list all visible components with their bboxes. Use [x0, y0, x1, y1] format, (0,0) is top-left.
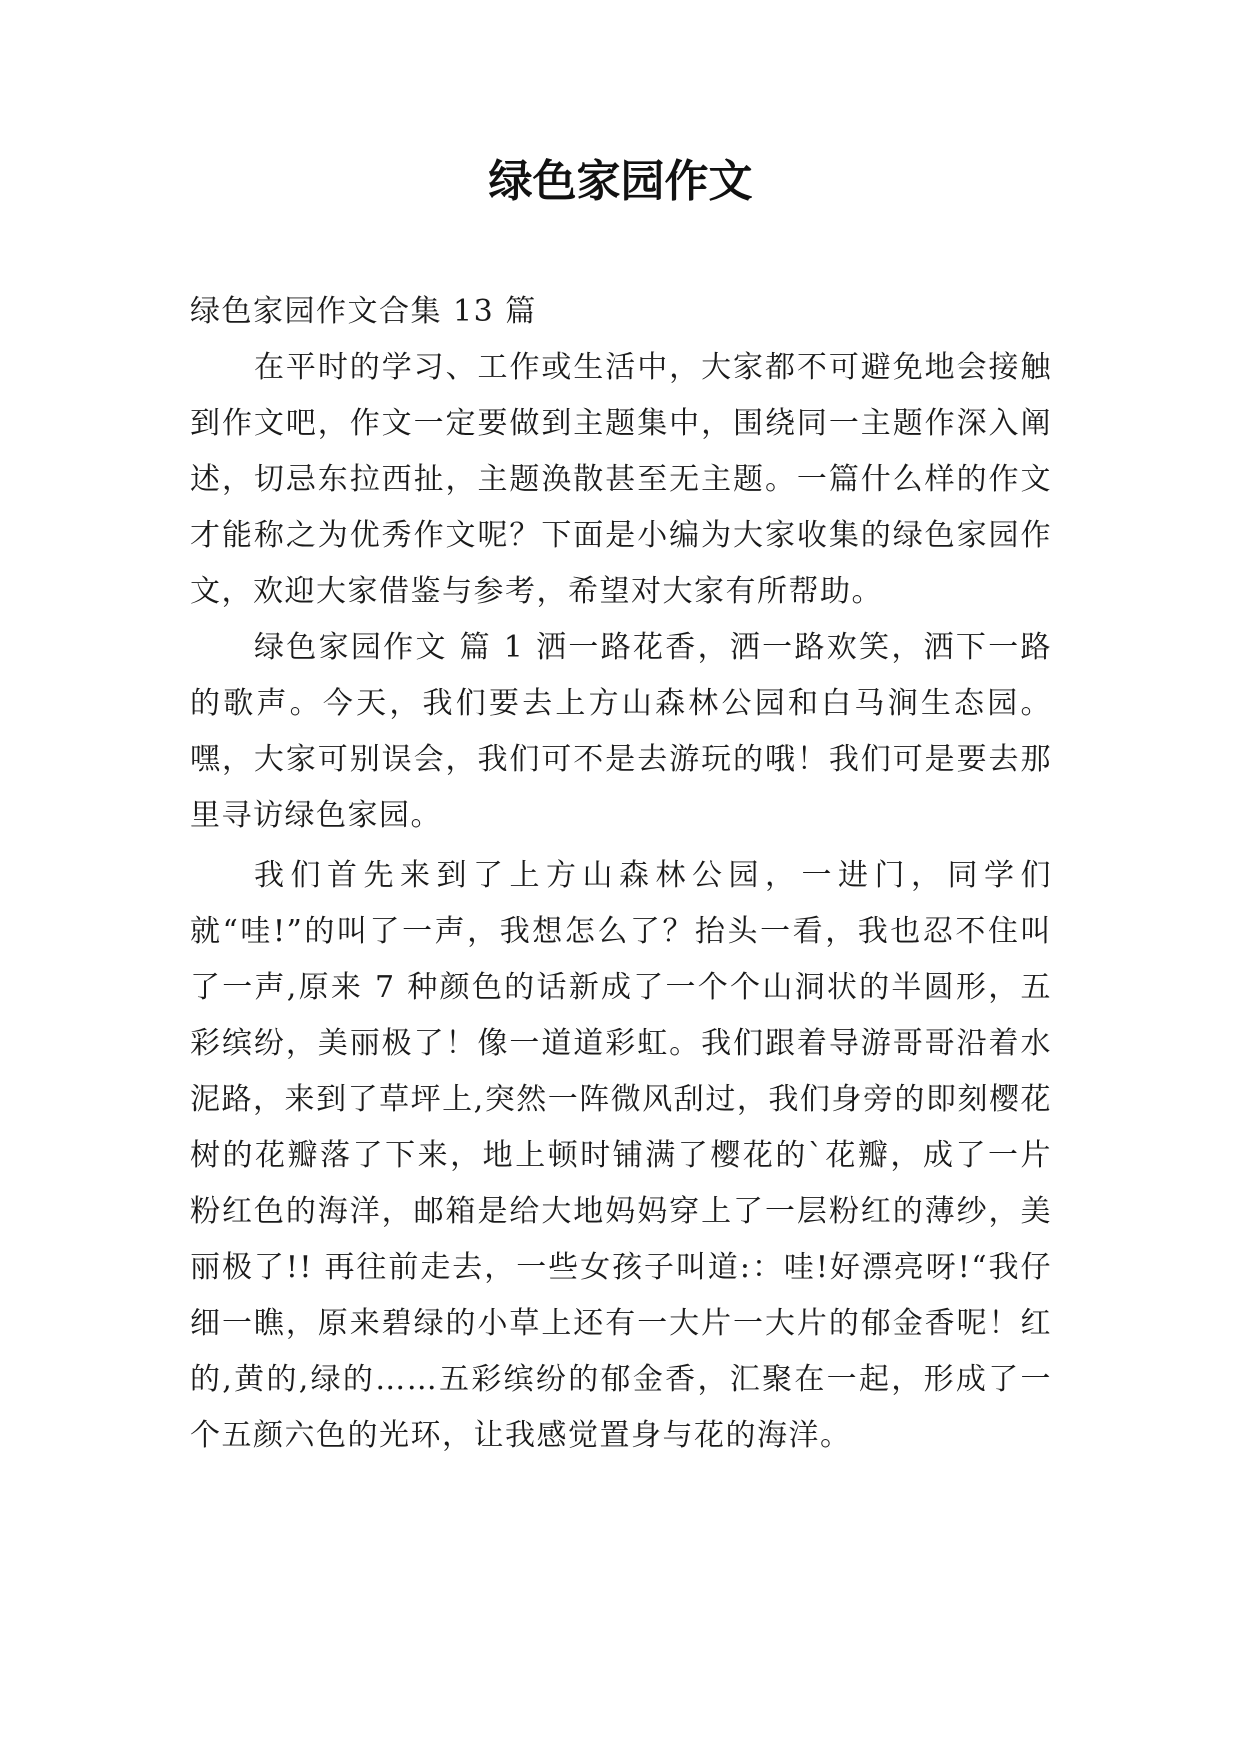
- essay-1-paragraph-1: 绿色家园作文 篇 1 洒一路花香，洒一路欢笑，洒下一路的歌声。今天，我们要去上方山森林公园和白马涧生态园。嘿，大家可别误会，我们可不是去游玩的哦！我们可是要去那里寻访绿色家园。: [190, 630, 1052, 833]
- document-title: 绿色家园作文: [488, 156, 753, 207]
- essay-1-paragraph-2: 我们首先来到了上方山森林公园，一进门，同学们就“哇!”的叫了一声，我想怎么了？抬头一看，我也忍不住叫了一声,原来 7 种颜色的话新成了一个个山洞状的半圆形，五彩缤纷，美丽极了！像一道道彩虹。我们跟着导游哥哥沿着水泥路，来到了草坪上,突然一阵微风刮过，我们身旁的即刻樱花树的花瓣落了下来，地上顿时铺满了樱花的`花瓣，成了一片粉红色的海洋，邮箱是给大地妈妈穿上了一层粉红的薄纱，美丽极了!! 再往前走去，一些女孩子叫道:：哇!好漂亮呀!“我仔细一瞧，原来碧绿的小草上还有一大片一大片的郁金香呢！红的,黄的,绿的……五彩缤纷的郁金香，汇聚在一起，形成了一个五颜六色的光环，让我感觉置身与花的海洋。: [190, 858, 1052, 1453]
- intro-paragraph: 在平时的学习、工作或生活中，大家都不可避免地会接触到作文吧，作文一定要做到主题集中，围绕同一主题作深入阐述，切忌东拉西扯，主题涣散甚至无主题。一篇什么样的作文才能称之为优秀作文呢？下面是小编为大家收集的绿色家园作文，欢迎大家借鉴与参考，希望对大家有所帮助。: [190, 350, 1052, 609]
- document-subtitle: 绿色家园作文合集 13 篇: [190, 294, 537, 329]
- document-body: [190, 284, 1052, 1464]
